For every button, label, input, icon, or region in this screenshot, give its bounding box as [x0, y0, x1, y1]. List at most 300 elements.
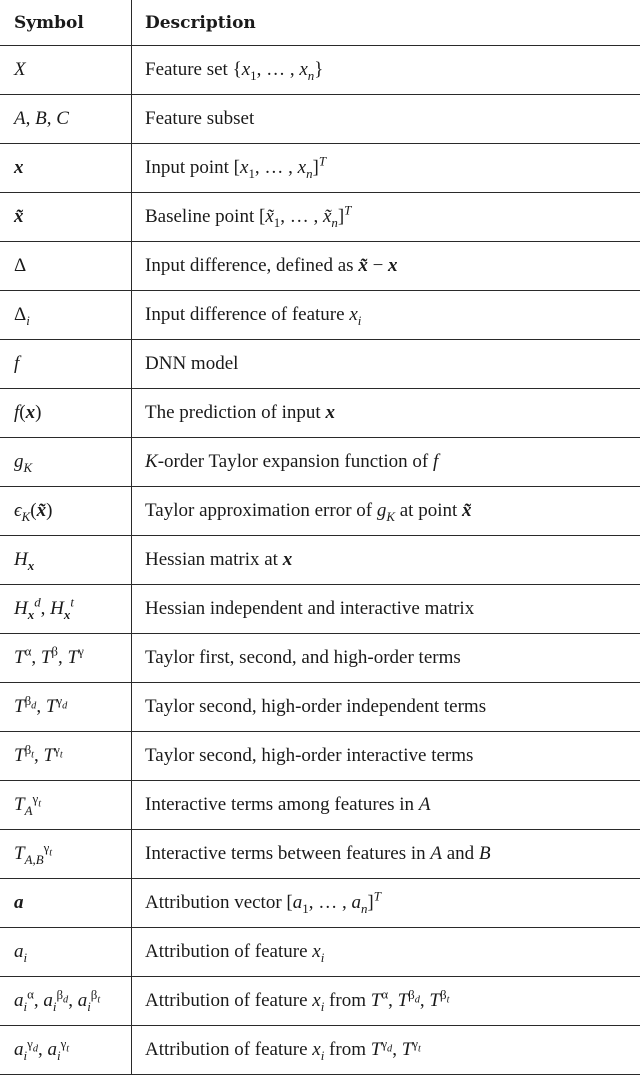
superscript-text: β — [439, 986, 447, 1002]
segment-text: T — [370, 1039, 382, 1060]
math-segment — [14, 59, 26, 80]
math-segment — [297, 157, 313, 181]
superscript-subscript: t — [97, 994, 101, 1006]
subscript: K — [21, 508, 31, 524]
segment-text: , — [37, 1039, 48, 1060]
description-cell — [132, 487, 640, 536]
segment-text: , — [419, 990, 430, 1011]
superscript-subscript: t — [31, 749, 35, 761]
math-segment — [145, 59, 242, 80]
math-segment — [14, 304, 30, 328]
segment-text: T — [397, 990, 409, 1011]
segment-text: , — [34, 745, 44, 766]
subscript: i — [23, 1047, 28, 1063]
segment-text: x — [241, 59, 251, 80]
math-segment — [68, 990, 78, 1011]
table-row — [0, 242, 640, 291]
superscript-subscript: d — [63, 994, 69, 1006]
superscript — [78, 644, 84, 659]
superscript — [319, 154, 326, 169]
subscript: n — [360, 900, 368, 916]
segment-text: Feature subset — [145, 108, 255, 129]
segment-text: from — [324, 1039, 371, 1060]
superscript-text: α — [24, 643, 32, 659]
math-segment — [67, 643, 84, 668]
segment-text: x — [14, 157, 24, 178]
superscript — [24, 692, 37, 712]
math-segment — [145, 843, 430, 864]
subscript: A — [24, 802, 33, 818]
segment-text: x — [312, 990, 321, 1011]
superscript-text: α — [381, 986, 389, 1002]
header-description: Description — [145, 12, 256, 33]
math-segment — [351, 892, 368, 916]
description-cell — [132, 781, 640, 830]
math-segment — [420, 990, 430, 1011]
subscript: i — [56, 1047, 61, 1063]
segment-text: X — [14, 59, 26, 80]
table-header-row — [0, 0, 640, 46]
math-segment — [145, 108, 254, 129]
subscript: 1 — [302, 900, 309, 916]
symbol-cell — [0, 977, 132, 1026]
math-segment — [145, 794, 419, 815]
segment-text: ] — [337, 206, 345, 227]
segment-text: Baseline point [ — [145, 206, 266, 227]
table-row — [0, 683, 640, 732]
symbol-cell — [0, 732, 132, 781]
superscript-subscript: t — [66, 1043, 70, 1055]
description-cell — [132, 46, 640, 95]
symbol-cell — [0, 879, 132, 928]
segment-text: K — [145, 451, 158, 472]
segment-text: T — [67, 647, 79, 668]
symbol-cell — [0, 830, 132, 879]
superscript — [408, 986, 420, 1006]
math-segment — [14, 108, 26, 129]
superscript — [27, 987, 34, 1002]
table-row — [0, 193, 640, 242]
segment-text: } — [314, 59, 324, 80]
segment-text: − — [367, 255, 389, 276]
math-segment — [145, 990, 312, 1011]
superscript-text: T — [318, 153, 327, 169]
symbol-cell — [0, 536, 132, 585]
segment-text: x — [297, 157, 307, 178]
segment-text: ( — [30, 500, 37, 521]
math-segment — [312, 1039, 325, 1063]
math-segment — [14, 1035, 38, 1063]
superscript-text: t — [70, 594, 74, 610]
superscript-text: β — [90, 986, 98, 1002]
segment-text: C — [56, 108, 69, 129]
superscript-subscript: d — [387, 1043, 393, 1055]
superscript-subscript: t — [49, 847, 53, 859]
superscript-text: β — [408, 986, 415, 1002]
table-row — [0, 144, 640, 193]
superscript — [24, 741, 35, 761]
table-row — [0, 732, 640, 781]
segment-text: Attribution of feature — [145, 941, 313, 962]
segment-text: H — [50, 598, 64, 619]
math-segment — [462, 500, 472, 521]
segment-text: x — [312, 941, 321, 962]
segment-text: Attribution of feature — [145, 990, 313, 1011]
symbol-cell — [0, 585, 132, 634]
math-segment — [14, 741, 35, 766]
math-segment — [145, 255, 358, 276]
segment-text: T — [14, 647, 25, 668]
description-cell — [132, 732, 640, 781]
math-segment — [50, 594, 74, 622]
segment-text: x — [25, 402, 36, 423]
math-segment — [14, 353, 19, 374]
segment-text: Taylor second, high-order interactive terms — [145, 745, 474, 766]
segment-text: A — [430, 843, 442, 864]
superscript — [90, 986, 101, 1006]
segment-text: Δ — [14, 304, 27, 325]
superscript — [70, 595, 74, 610]
math-segment — [145, 941, 312, 962]
superscript-text: γ — [412, 1035, 418, 1051]
segment-text: x — [312, 1039, 321, 1060]
superscript — [344, 203, 351, 218]
math-segment — [14, 549, 35, 573]
superscript — [381, 1035, 393, 1055]
table-row — [0, 879, 640, 928]
subscript: i — [357, 312, 362, 328]
segment-text: ϵ — [14, 500, 22, 521]
superscript-text: γ — [78, 643, 84, 659]
symbol-cell — [0, 95, 132, 144]
superscript-subscript: d — [414, 994, 420, 1006]
math-segment — [401, 1035, 421, 1060]
description-cell — [132, 291, 640, 340]
superscript — [27, 1035, 38, 1055]
segment-text: Δ — [14, 255, 27, 276]
table-row — [0, 928, 640, 977]
math-segment — [34, 990, 44, 1011]
math-segment — [376, 500, 395, 524]
math-segment — [47, 108, 57, 129]
segment-text: , … , — [280, 206, 323, 227]
superscript — [60, 1035, 70, 1055]
symbol-cell — [0, 340, 132, 389]
math-segment — [145, 304, 349, 325]
segment-text: g — [14, 451, 24, 472]
math-segment — [325, 402, 335, 423]
superscript-text: γ — [60, 1035, 67, 1051]
symbol-cell — [0, 487, 132, 536]
superscript-text: γ — [54, 741, 60, 757]
table-row — [0, 830, 640, 879]
superscript-text: γ — [381, 1035, 388, 1051]
table-row — [0, 340, 640, 389]
math-segment — [14, 206, 24, 227]
math-segment — [429, 986, 450, 1011]
math-segment — [45, 692, 68, 717]
math-segment — [145, 402, 325, 423]
segment-text: ) — [35, 402, 42, 423]
superscript-text: β — [51, 643, 58, 659]
superscript-subscript: d — [62, 700, 68, 712]
math-segment — [255, 157, 298, 178]
math-segment — [14, 643, 32, 668]
segment-text: , — [46, 108, 57, 129]
superscript-text: d — [34, 594, 41, 610]
math-segment — [145, 549, 283, 570]
superscript — [412, 1035, 421, 1055]
math-segment — [395, 500, 462, 521]
subscript: x — [27, 557, 35, 573]
math-segment — [35, 108, 47, 129]
math-segment — [479, 843, 491, 864]
superscript-text: γ — [27, 1035, 33, 1051]
description-cell — [132, 389, 640, 438]
segment-text: a — [47, 1039, 57, 1060]
math-segment — [292, 892, 309, 916]
table-row — [0, 634, 640, 683]
segment-text: -order Taylor expansion function of — [157, 451, 434, 472]
math-segment — [145, 696, 486, 717]
segment-text: Feature set { — [145, 59, 242, 80]
math-segment — [312, 990, 325, 1014]
superscript — [56, 986, 69, 1006]
segment-text: f — [14, 353, 20, 374]
symbol-cell — [0, 291, 132, 340]
math-segment — [324, 990, 370, 1011]
superscript-subscript: d — [31, 700, 37, 712]
table-row — [0, 977, 640, 1026]
math-segment — [337, 202, 352, 227]
segment-text: H — [14, 549, 28, 570]
math-segment — [40, 643, 58, 668]
math-segment — [14, 255, 26, 276]
math-segment — [388, 255, 398, 276]
superscript-subscript: t — [59, 749, 63, 761]
math-segment — [145, 647, 461, 668]
math-segment — [430, 843, 442, 864]
description-cell — [132, 830, 640, 879]
segment-text: x̃ — [462, 500, 472, 521]
math-segment — [388, 990, 398, 1011]
math-segment — [397, 986, 420, 1011]
symbol-cell — [0, 242, 132, 291]
math-segment — [265, 206, 281, 230]
segment-text: x̃ — [14, 206, 24, 227]
math-segment — [36, 696, 46, 717]
segment-text: Taylor second, high-order independent terms — [145, 696, 487, 717]
segment-text: T — [43, 745, 55, 766]
segment-text: x — [388, 255, 398, 276]
subscript: n — [306, 165, 313, 181]
symbol-cell — [0, 144, 132, 193]
table-row — [0, 291, 640, 340]
segment-text: , — [40, 598, 51, 619]
segment-text: , … , — [256, 59, 300, 80]
math-segment — [14, 839, 53, 867]
segment-text: Taylor first, second, and high-order terms — [145, 647, 461, 668]
subscript: 1 — [248, 165, 255, 181]
math-segment — [145, 1039, 312, 1060]
segment-text: Interactive terms between features in — [145, 843, 431, 864]
math-segment — [145, 451, 158, 472]
subscript: x — [63, 606, 71, 622]
description-cell — [132, 1026, 640, 1075]
math-segment — [41, 598, 51, 619]
subscript: i — [320, 949, 325, 965]
segment-text: DNN model — [145, 353, 239, 374]
description-cell — [132, 242, 640, 291]
description-cell — [132, 977, 640, 1026]
symbol-cell — [0, 928, 132, 977]
segment-text: T — [14, 843, 25, 864]
segment-text: , — [31, 647, 41, 668]
math-segment — [370, 1035, 393, 1060]
segment-text: , — [33, 990, 44, 1011]
symbol-cell — [0, 1026, 132, 1075]
description-cell — [132, 340, 640, 389]
table-body — [0, 46, 640, 1075]
subscript: i — [87, 998, 91, 1014]
table-row — [0, 585, 640, 634]
math-segment — [145, 745, 473, 766]
math-segment — [299, 59, 315, 83]
subscript: A,B — [24, 851, 44, 867]
symbol-cell — [0, 634, 132, 683]
math-segment — [14, 500, 31, 524]
segment-text: a — [14, 990, 24, 1011]
math-segment — [56, 108, 69, 129]
segment-text: , — [392, 1039, 402, 1060]
math-segment — [35, 402, 41, 423]
description-cell — [132, 144, 640, 193]
subscript: K — [386, 508, 395, 524]
segment-text: ] — [312, 157, 319, 178]
segment-text: a — [14, 892, 24, 913]
math-segment — [14, 986, 34, 1014]
segment-text: ) — [46, 500, 53, 521]
math-segment — [34, 745, 44, 766]
math-segment — [31, 647, 41, 668]
segment-text: , — [388, 990, 398, 1011]
math-segment — [240, 157, 255, 181]
math-segment — [314, 59, 323, 80]
math-segment — [322, 206, 338, 230]
table-row — [0, 438, 640, 487]
superscript-text: α — [27, 986, 34, 1002]
segment-text: T — [370, 990, 382, 1011]
description-cell — [132, 95, 640, 144]
math-segment — [370, 986, 389, 1011]
segment-text: a — [14, 941, 24, 962]
superscript — [54, 741, 63, 761]
subscript: i — [52, 998, 57, 1014]
segment-text: , — [25, 108, 36, 129]
description-cell — [132, 438, 640, 487]
segment-text: a — [77, 990, 88, 1011]
segment-text: at point — [394, 500, 463, 521]
segment-text: Taylor approximation error of — [145, 500, 377, 521]
segment-text: Attribution of feature — [145, 1039, 313, 1060]
subscript: n — [307, 67, 315, 83]
segment-text: , — [36, 696, 46, 717]
description-cell — [132, 536, 640, 585]
math-segment — [26, 402, 36, 423]
math-segment — [37, 500, 47, 521]
subscript: x — [27, 606, 35, 622]
segment-text: and — [442, 843, 479, 864]
subscript: i — [320, 1047, 325, 1063]
segment-text: T — [14, 745, 25, 766]
segment-text: a — [14, 1039, 24, 1060]
math-segment — [158, 451, 433, 472]
segment-text: B — [35, 108, 47, 129]
symbol-cell — [0, 389, 132, 438]
symbol-cell — [0, 193, 132, 242]
description-cell — [132, 879, 640, 928]
segment-text: a — [43, 990, 53, 1011]
math-segment — [43, 741, 63, 766]
segment-text: x̃ — [322, 206, 332, 227]
math-segment — [145, 500, 377, 521]
segment-text: f — [14, 402, 20, 423]
symbol-cell — [0, 438, 132, 487]
superscript-text: β — [56, 986, 64, 1002]
math-segment — [358, 255, 368, 276]
segment-text: Input point [ — [145, 157, 240, 178]
math-segment — [312, 941, 325, 965]
segment-text: x̃ — [265, 206, 274, 227]
segment-text: T — [429, 990, 440, 1011]
superscript-subscript: t — [38, 798, 42, 810]
segment-text: a — [292, 892, 303, 913]
subscript: i — [23, 949, 28, 965]
description-cell — [132, 193, 640, 242]
table-row — [0, 781, 640, 830]
segment-text: x̃ — [36, 500, 47, 521]
math-segment — [257, 59, 300, 80]
math-segment — [367, 888, 381, 913]
segment-text: ( — [19, 402, 26, 423]
table-row — [0, 95, 640, 144]
table-row — [0, 389, 640, 438]
segment-text: T — [40, 647, 52, 668]
header-symbol: Symbol — [0, 0, 132, 46]
segment-text: x — [299, 59, 308, 80]
math-segment — [349, 304, 362, 328]
math-segment — [14, 941, 28, 965]
segment-text: , — [68, 990, 78, 1011]
segment-text: from — [324, 990, 371, 1011]
math-segment — [43, 986, 69, 1014]
superscript-subscript: t — [446, 994, 450, 1006]
description-cell — [132, 585, 640, 634]
segment-text: , … , — [308, 892, 352, 913]
math-segment — [14, 594, 41, 622]
segment-text: Input difference, defined as — [145, 255, 359, 276]
segment-text: x — [282, 549, 293, 570]
superscript — [56, 692, 68, 712]
superscript — [32, 790, 42, 810]
segment-text: H — [14, 598, 28, 619]
segment-text: x̃ — [358, 255, 368, 276]
subscript: n — [331, 214, 338, 230]
segment-text: f — [433, 451, 439, 472]
math-segment — [241, 59, 257, 83]
superscript — [439, 986, 450, 1006]
table-row — [0, 536, 640, 585]
